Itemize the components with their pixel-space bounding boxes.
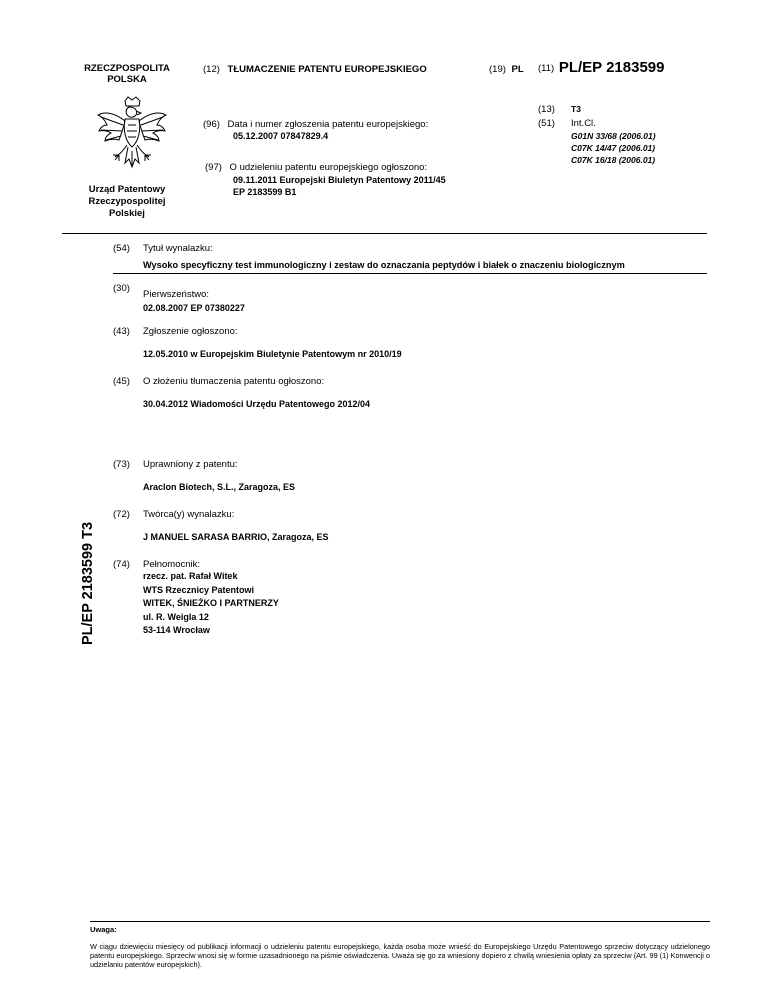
country-code-row [489, 64, 524, 75]
attorney-line: WITEK, ŚNIEŻKO I PARTNERZY [143, 598, 279, 608]
office-line-1: Urząd Patentowy [88, 184, 166, 195]
priority-label: Pierwszeństwo: [143, 289, 209, 300]
application-label: Data i numer zgłoszenia patentu europejskiego: [227, 119, 429, 130]
intcl-label: Int.Cl. [571, 118, 596, 129]
filed-value: 12.05.2010 w Europejskim Biuletynie Patentowym nr 2010/19 [143, 349, 402, 359]
code-13: (13) [538, 104, 555, 115]
grant-block [205, 162, 427, 173]
grant-values [233, 174, 446, 198]
doc-type-row [203, 64, 427, 75]
grant-value-2: EP 2183599 B1 [233, 187, 297, 197]
invention-title: Wysoko specyficzny test immunologiczny i zestaw do oznaczania peptydów i białek o znaczeniu biologicznym [143, 260, 625, 270]
doc-type: TŁUMACZENIE PATENTU EUROPEJSKIEGO [227, 64, 427, 75]
kind-code: T3 [571, 104, 581, 114]
title-divider [113, 273, 707, 274]
footer-note: W ciągu dziewięciu miesięcy od publikacji informacji o udzieleniu patentu europejskiego, każda osoba może wnieść do Europejskiego Urzędu Patentowego sprzeciw dotyczący udzielonego patentu europejskiego. Sprzeciw wnosi się w formie uzasadnionego na piśmie oświadczenia. Uważa się go za wniesiony dopiero z chwilą wniesienia opłaty za sprzeciw (Art. 99 (1) Konwencji o udzielaniu patentów europejskich). [90, 942, 710, 969]
office-line-3: Polskiej [109, 208, 145, 219]
code-73: (73) [113, 459, 130, 470]
ipc-item: G01N 33/68 (2006.01) [571, 131, 656, 141]
pub-number: PL/EP 2183599 [558, 59, 665, 76]
code-54: (54) [113, 243, 130, 254]
grant-value-1: 09.11.2011 Europejski Biuletyn Patentowy 2011/45 [233, 175, 446, 185]
translation-value: 30.04.2012 Wiadomości Urzędu Patentowego 2012/04 [143, 399, 371, 409]
code-74: (74) [113, 559, 130, 570]
application-value: 05.12.2007 07847829.4 [233, 131, 329, 141]
code-19: (19) [489, 64, 506, 75]
priority-value: 02.08.2007 EP 07380227 [143, 303, 245, 313]
inventor-value: J MANUEL SARASA BARRIO, Zaragoza, ES [143, 532, 329, 542]
office-name [62, 184, 192, 220]
attorney-lines [143, 570, 279, 638]
code-97: (97) [205, 162, 222, 173]
code-30: (30) [113, 283, 130, 294]
code-96: (96) [203, 119, 220, 130]
translation-label: O złożeniu tłumaczenia patentu ogłoszono: [143, 376, 325, 387]
attorney-line: 53-114 Wrocław [143, 625, 210, 635]
side-publication-label: PL/EP 2183599 T3 [80, 521, 96, 645]
owner-label: Uprawniony z patentu: [143, 459, 238, 470]
pub-number-row [538, 59, 664, 76]
eagle-icon [95, 95, 170, 177]
footer-divider [90, 921, 710, 922]
owner-value: Araclon Biotech, S.L., Zaragoza, ES [143, 482, 296, 492]
code-11: (11) [538, 63, 555, 74]
attorney-label: Pełnomocnik: [143, 559, 201, 570]
code-12: (12) [203, 64, 220, 75]
country-line-2: POLSKA [107, 74, 147, 85]
country-name [72, 63, 182, 85]
office-line-2: Rzeczypospolitej [88, 196, 166, 207]
country-line-1: RZECZPOSPOLITA [84, 63, 170, 74]
ipc-item: C07K 14/47 (2006.01) [571, 143, 656, 153]
grant-label: O udzieleniu patentu europejskiego ogłoszono: [229, 162, 428, 173]
inventor-label: Twórca(y) wynalazku: [143, 509, 235, 520]
title-label: Tytuł wynalazku: [143, 243, 213, 254]
country-code: PL [511, 64, 524, 75]
filed-label: Zgłoszenie ogłoszono: [143, 326, 238, 337]
attorney-line: WTS Rzecznicy Patentowi [143, 584, 255, 595]
code-43: (43) [113, 326, 130, 337]
attorney-line: rzecz. pat. Rafał Witek [143, 571, 238, 581]
polish-eagle-emblem [95, 95, 170, 177]
footer-title: Uwaga: [90, 925, 117, 934]
application-block [203, 119, 428, 131]
ipc-list [571, 130, 656, 166]
attorney-line: ul. R. Weigla 12 [143, 611, 209, 622]
code-51: (51) [538, 118, 555, 129]
ipc-item: C07K 16/18 (2006.01) [571, 155, 656, 165]
code-72: (72) [113, 509, 130, 520]
code-45: (45) [113, 376, 130, 387]
header-divider [62, 233, 707, 234]
